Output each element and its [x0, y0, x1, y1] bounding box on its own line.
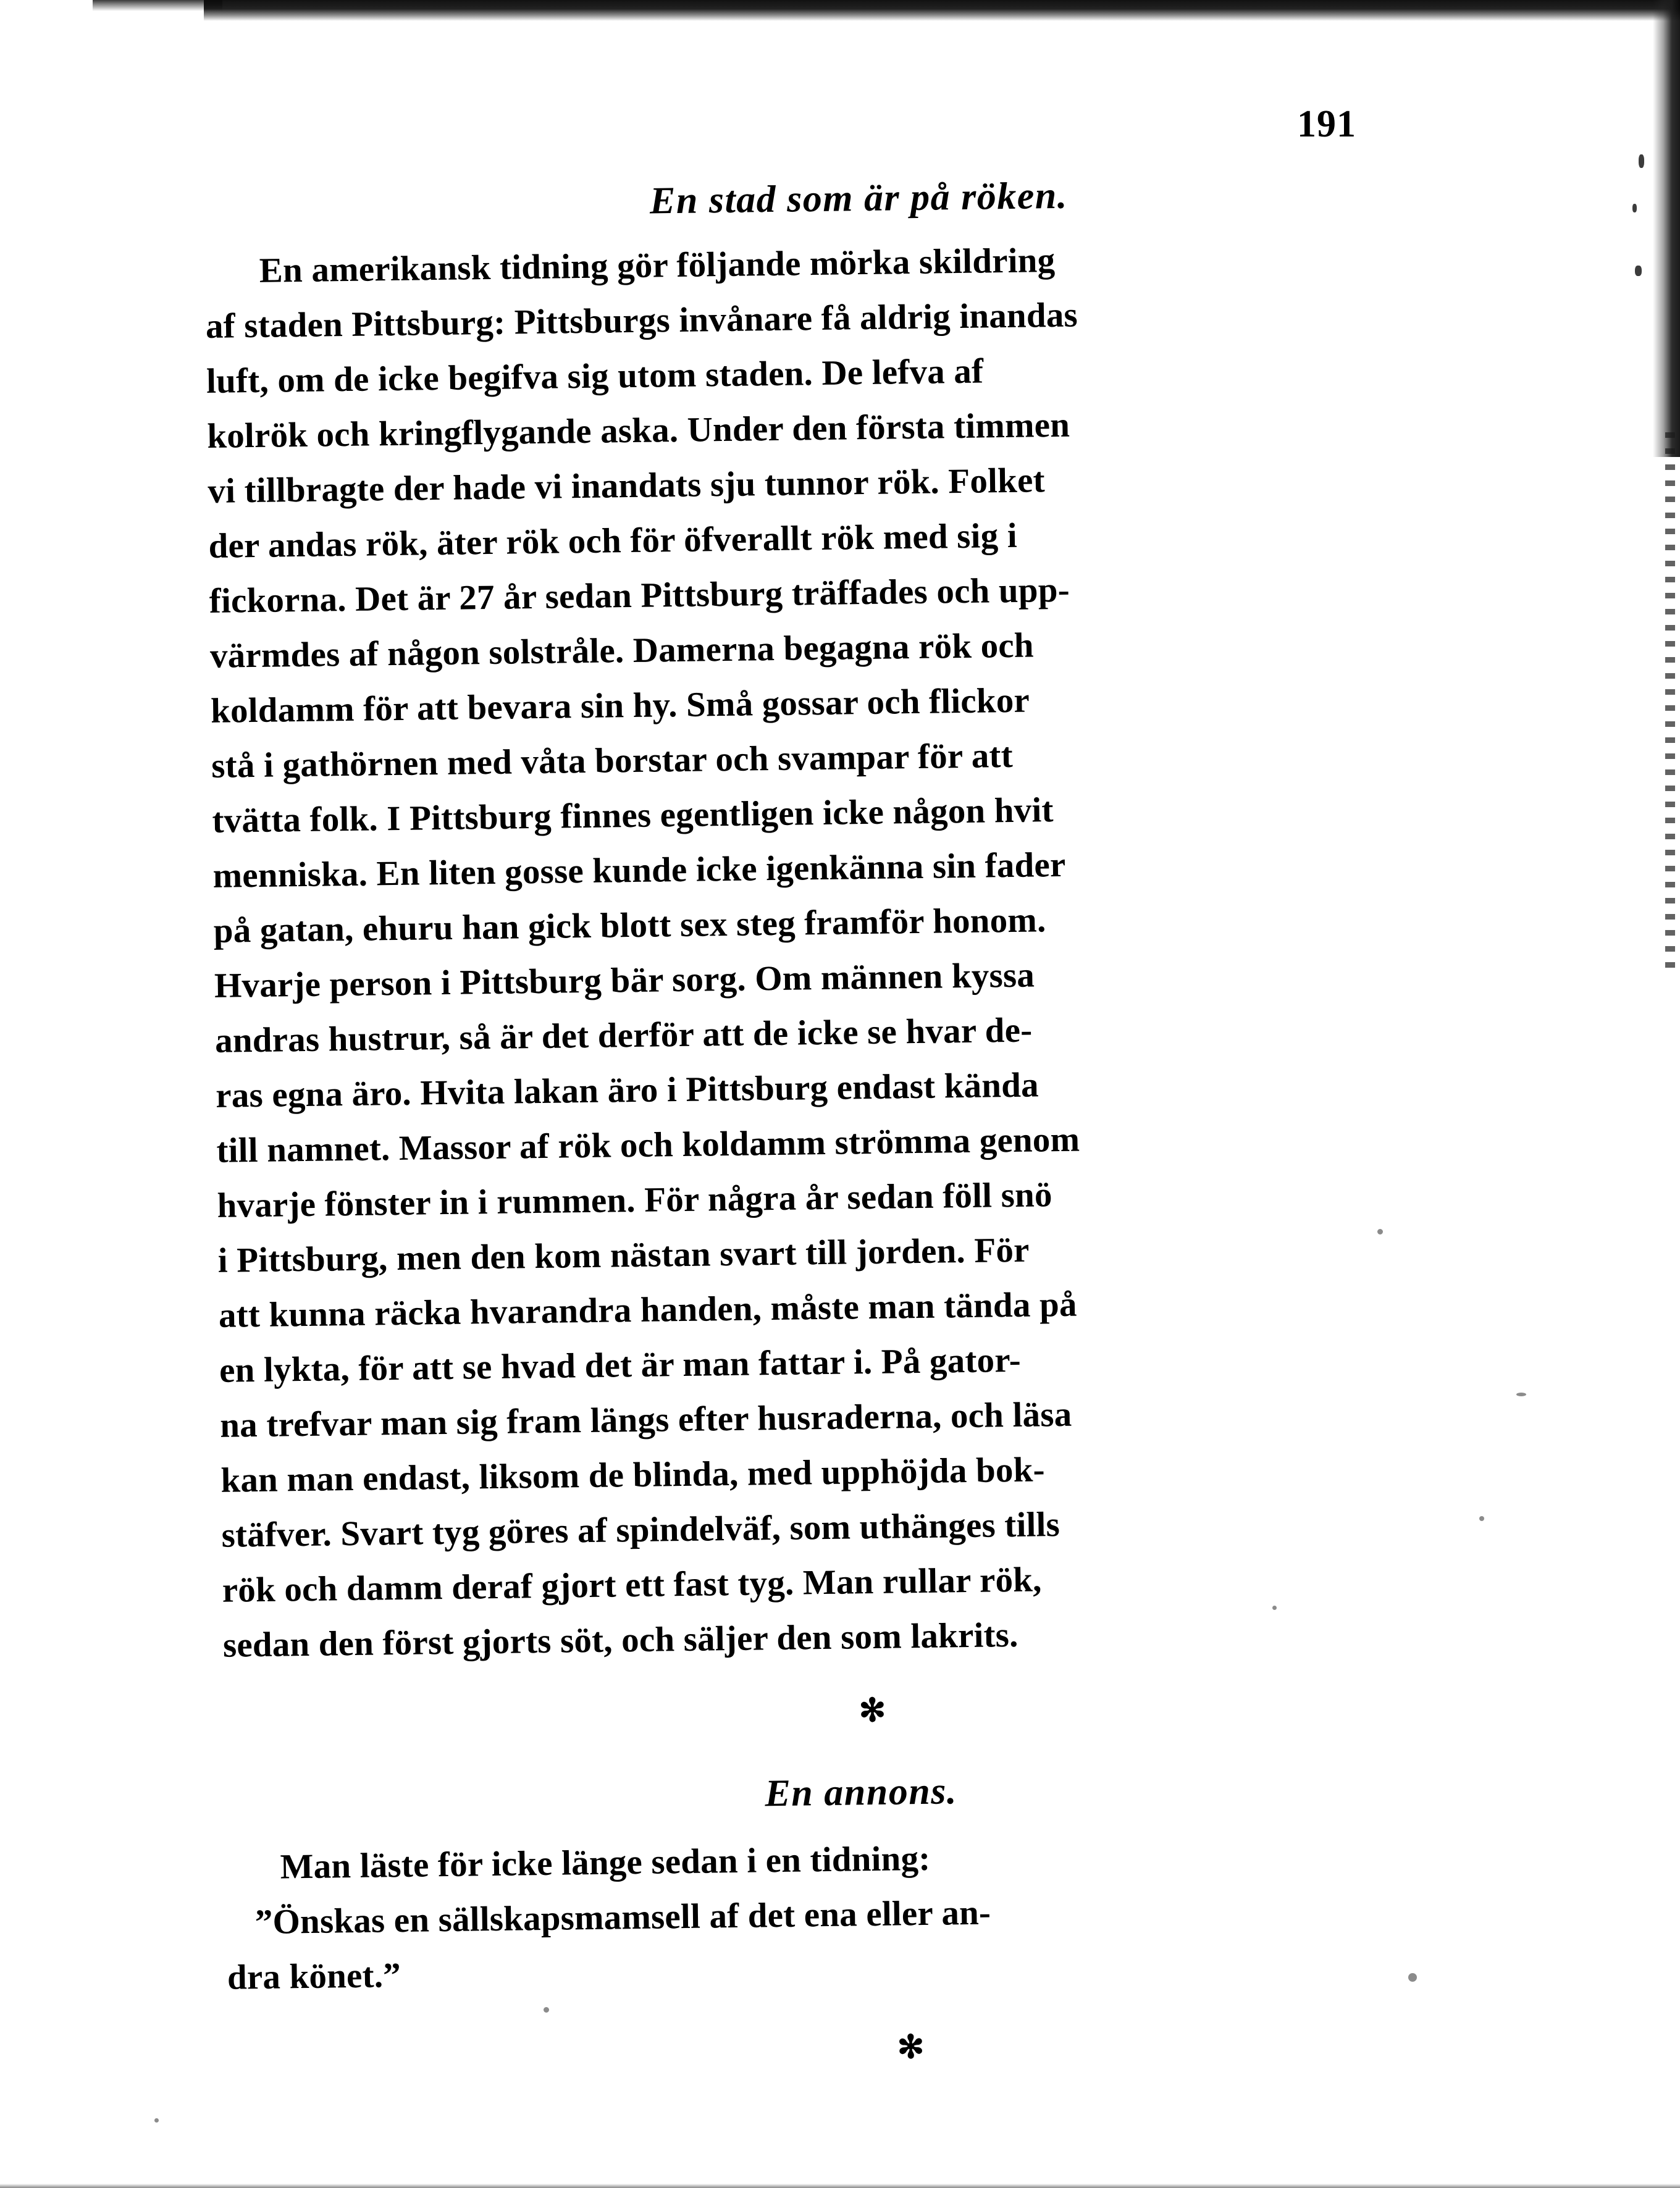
text-line: sedan den först gjorts söt, och säljer den som lakrits. — [222, 1615, 1018, 1665]
scan-edge-artifact-top — [204, 0, 1680, 21]
text-line: i Pittsburg, men den kom nästan svart till jorden. För — [217, 1230, 1030, 1280]
text-line: till namnet. Massor af rök och koldamm strömma genom — [216, 1120, 1080, 1170]
text-line: stå i gathörnen med våta borstar och svampar för att — [211, 736, 1014, 786]
scan-speck — [1635, 266, 1642, 276]
text-line: na trefvar man sig fram längs efter husraderna, och läsa — [219, 1394, 1072, 1445]
page-text-block — [204, 169, 1501, 2073]
scan-edge-artifact-top-left — [93, 0, 222, 11]
ink-fleck — [154, 2118, 159, 2123]
text-line: ”Önskas en sällskapsmamsell af det ena eller an- — [254, 1893, 991, 1942]
text-line: en lykta, för att se hvad det är man fattar i. På gator- — [219, 1340, 1022, 1390]
text-line: att kunna räcka hvarandra handen, måste man tända på — [218, 1285, 1077, 1335]
scan-speck — [1632, 204, 1637, 212]
text-line: andras hustrur, så är det derför att de icke se hvar de- — [214, 1010, 1033, 1060]
text-line: menniska. En liten gosse kunde icke igenkänna sin fader — [212, 845, 1066, 895]
text-line: stäfver. Svart tyg göres af spindelväf, som uthänges tills — [221, 1505, 1060, 1555]
text-line: En amerikansk tidning gör följande mörka skildring — [259, 240, 1056, 290]
page-number: 191 — [1297, 103, 1356, 145]
scan-speck — [1639, 154, 1644, 168]
ink-fleck — [1516, 1393, 1526, 1396]
scan-edge-artifact-right-tail — [1665, 432, 1675, 976]
text-line: kolrök och kringflygande aska. Under den första timmen — [206, 405, 1070, 456]
text-line: Hvarje person i Pittsburg bär sorg. Om männen kyssa — [214, 955, 1035, 1005]
text-line: hvarje fönster in i rummen. För några år sedan föll snö — [217, 1175, 1052, 1225]
article-one-title: En stad som är på röken. — [649, 174, 1069, 222]
article-two-title: En annons. — [765, 1770, 958, 1815]
text-line: kan man endast, liksom de blinda, med upphöjda bok- — [220, 1450, 1046, 1500]
scan-edge-artifact-bottom — [0, 2184, 1680, 2188]
text-line: luft, om de icke begifva sig utom staden. De lefva af — [206, 351, 984, 401]
text-line: ras egna äro. Hvita lakan äro i Pittsburg endast kända — [215, 1065, 1040, 1115]
section-separator-asterisk: ✻ — [859, 1693, 886, 1729]
text-line: af staden Pittsburg: Pittsburgs invånare få aldrig inandas — [205, 295, 1078, 346]
text-line: rök och damm deraf gjort ett fast tyg. Man rullar rök, — [222, 1560, 1042, 1610]
section-separator-asterisk: ✻ — [897, 2029, 925, 2066]
article-two-body — [225, 1824, 1500, 2005]
text-line: dra könet.” — [227, 1956, 401, 1997]
text-line: Man läste för icke länge sedan i en tidning: — [280, 1838, 931, 1887]
text-line: koldamm för att bevara sin hy. Små gossar och flickor — [210, 681, 1030, 731]
article-one-body — [204, 227, 1495, 1673]
text-line: vi tillbragte der hade vi inandats sju tunnor rök. Folket — [208, 461, 1046, 511]
text-line: på gatan, ehuru han gick blott sex steg framför honom. — [213, 900, 1046, 950]
text-line: fickorna. Det är 27 år sedan Pittsburg träffades och upp- — [209, 570, 1070, 621]
text-line: tvätta folk. I Pittsburg finnes egentligen icke någon hvit — [212, 790, 1054, 840]
text-line: der andas rök, äter rök och för öfverallt rök med sig i — [208, 516, 1018, 566]
scan-edge-artifact-right — [1653, 0, 1680, 457]
text-line: värmdes af någon solstråle. Damerna begagna rök och — [209, 626, 1035, 676]
